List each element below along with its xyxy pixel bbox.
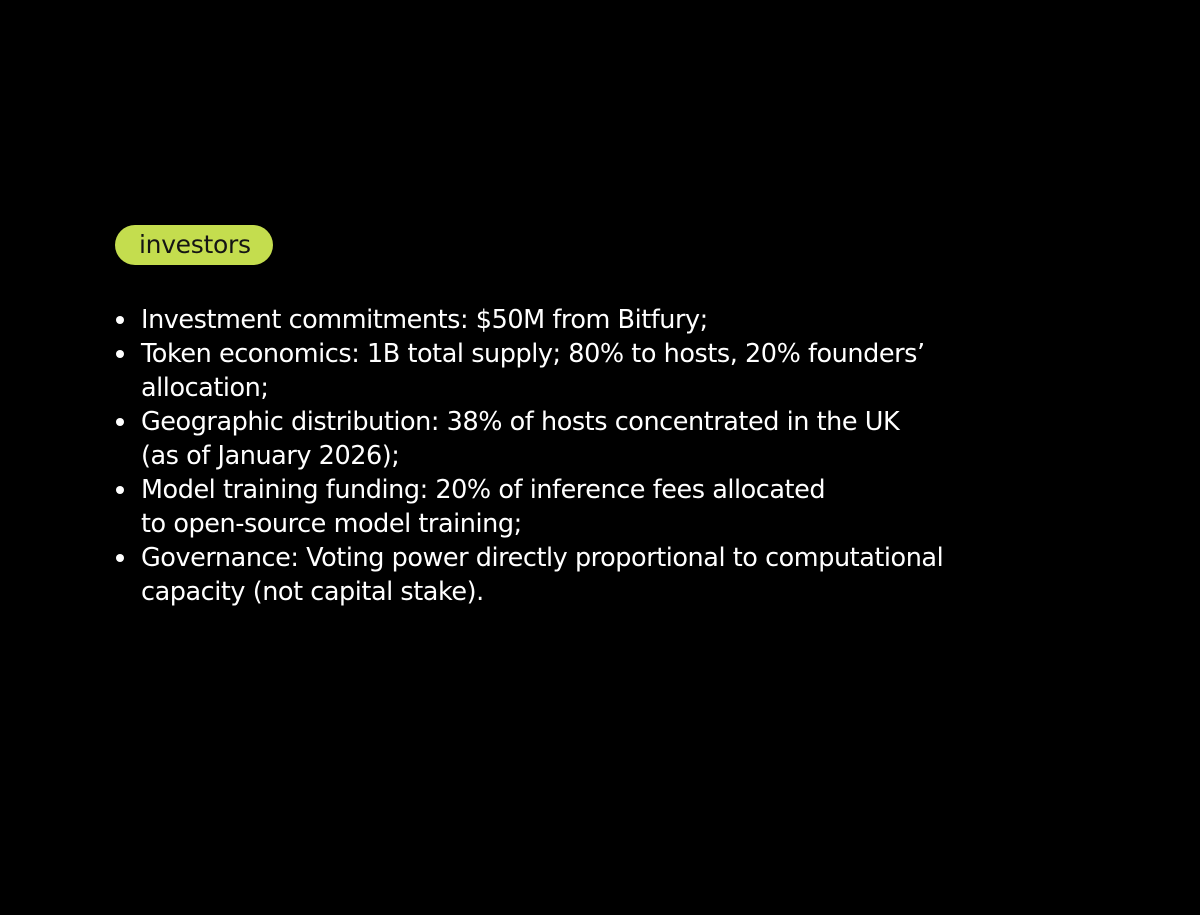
bullet-line: Investment commitments: $50M from Bitfury; <box>141 305 708 335</box>
bullet-item <box>114 337 1054 405</box>
bullet-list <box>114 303 1054 609</box>
bullet-item <box>114 541 1054 609</box>
bullet-line: Token economics: 1B total supply; 80% to hosts, 20% founders’ <box>141 339 925 369</box>
bullet-line: to open-source model training; <box>141 509 522 539</box>
bullet-item <box>114 303 1054 337</box>
bullet-line: Model training funding: 20% of inference fees allocated <box>141 475 826 505</box>
bullet-line: Governance: Voting power directly proportional to computational <box>141 543 944 573</box>
bullet-line: allocation; <box>141 373 269 403</box>
investors-tag: investors <box>115 225 273 265</box>
bullet-dot-icon <box>116 486 124 494</box>
bullet-item <box>114 405 1054 473</box>
bullet-dot-icon <box>116 350 124 358</box>
bullet-dot-icon <box>116 554 124 562</box>
bullet-item <box>114 473 1054 541</box>
bullet-line: capacity (not capital stake). <box>141 577 484 607</box>
bullet-dot-icon <box>116 418 124 426</box>
bullet-line: (as of January 2026); <box>141 441 400 471</box>
bullet-line: Geographic distribution: 38% of hosts concentrated in the UK <box>141 407 900 437</box>
bullet-dot-icon <box>116 316 124 324</box>
